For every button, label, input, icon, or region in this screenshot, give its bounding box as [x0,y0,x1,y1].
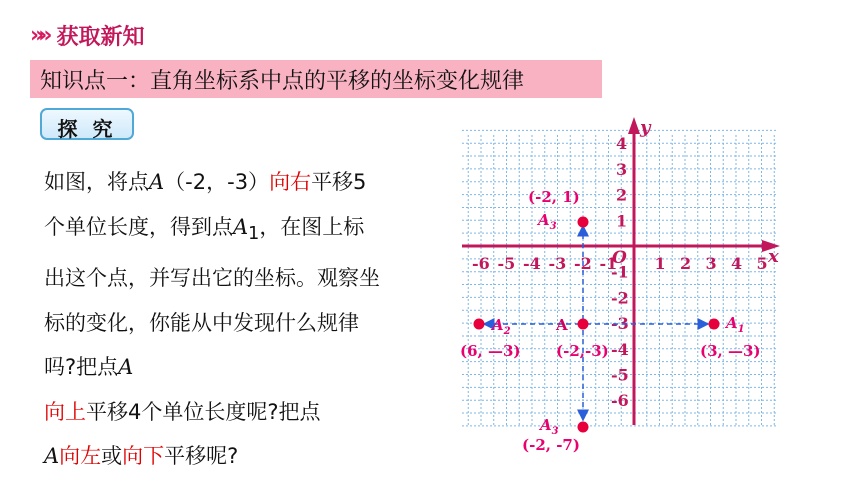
point-A3-down [578,422,589,433]
para-text: ，在图上标出这个点，并写出它的坐标。观察坐标的变化，你能从中发现什么规律吗?把点 [44,214,380,380]
x-tick-label: 1 [654,254,666,273]
para-text: 如图，将点 [44,170,149,194]
explore-badge-label: 探 究 [57,117,117,141]
label-A1: $A_1$ [726,314,745,335]
explore-badge [40,108,134,140]
coord-A3-down: (-2, -7) [522,436,580,454]
point-label: A [118,355,134,380]
section-title: 获取新知 [56,24,145,50]
direction-up: 向上 [44,399,86,424]
para-text: 平移5个单位长度，得到点 [44,170,367,239]
direction-left: 向左 [59,444,102,469]
y-tick-label: 4 [616,134,628,154]
point-A2 [474,319,485,330]
x-tick-label: -4 [523,254,541,273]
point-subscript: 1 [248,223,260,244]
direction-right: 向右 [269,170,312,194]
x-tick-label: -2 [574,254,592,273]
point-A1 [709,319,720,330]
section-header [30,20,144,50]
label-A3-up: $A_3$ [538,211,557,232]
coord-A1: (3, —3) [700,342,761,360]
coord-A3-up: (-2, 1) [528,188,580,206]
x-tick-label: -3 [548,254,567,273]
x-tick-label: -1 [599,254,618,273]
label-A3-down: $A_3$ [540,416,559,437]
point-A3-up [578,217,589,228]
para-text: （-2，-3） [164,170,270,194]
origin-label: O [612,248,627,268]
y-tick-label: -4 [611,339,629,359]
problem-paragraph [44,160,384,479]
y-tick-label: 2 [616,185,628,205]
knowledge-point-title: 知识点一：直角坐标系中点的平移的坐标变化规律 [40,69,525,94]
y-tick-label: 1 [616,211,628,231]
y-axis-arrow-icon [628,117,640,134]
point-label: A [233,214,249,239]
y-tick-label: -3 [611,314,629,334]
y-tick-label: -6 [611,391,629,411]
y-tick-labels [611,134,629,410]
x-tick-label: 5 [756,254,768,273]
point-A [578,319,589,330]
x-tick-label: 3 [705,254,717,273]
point-label: A [149,170,165,194]
para-text: 平移呢? [164,444,239,469]
knowledge-point-banner [30,60,602,98]
x-tick-label: 4 [731,254,743,273]
coord-A: (-2,-3) [556,342,609,360]
y-tick-label: 3 [616,159,628,179]
para-text: 或 [101,444,123,469]
y-tick-label: -2 [611,288,629,308]
x-tick-label: 2 [680,254,692,273]
coordinate-graph [455,115,795,465]
x-axis-label: x [768,246,779,267]
label-A: A [556,316,568,334]
chevron-right-icon: »» [30,22,47,48]
y-axis-label: y [640,117,651,138]
direction-down: 向下 [122,444,165,469]
point-label: A [44,444,60,469]
para-text: 平移4个单位长度呢?把点 [86,399,321,424]
x-tick-label: -6 [472,254,490,273]
label-A2: $A_2$ [492,316,511,337]
y-tick-label: -1 [611,262,629,282]
y-tick-label: -5 [611,365,629,385]
x-tick-label: -5 [497,254,516,273]
coord-A2: (6, —3) [460,342,521,360]
